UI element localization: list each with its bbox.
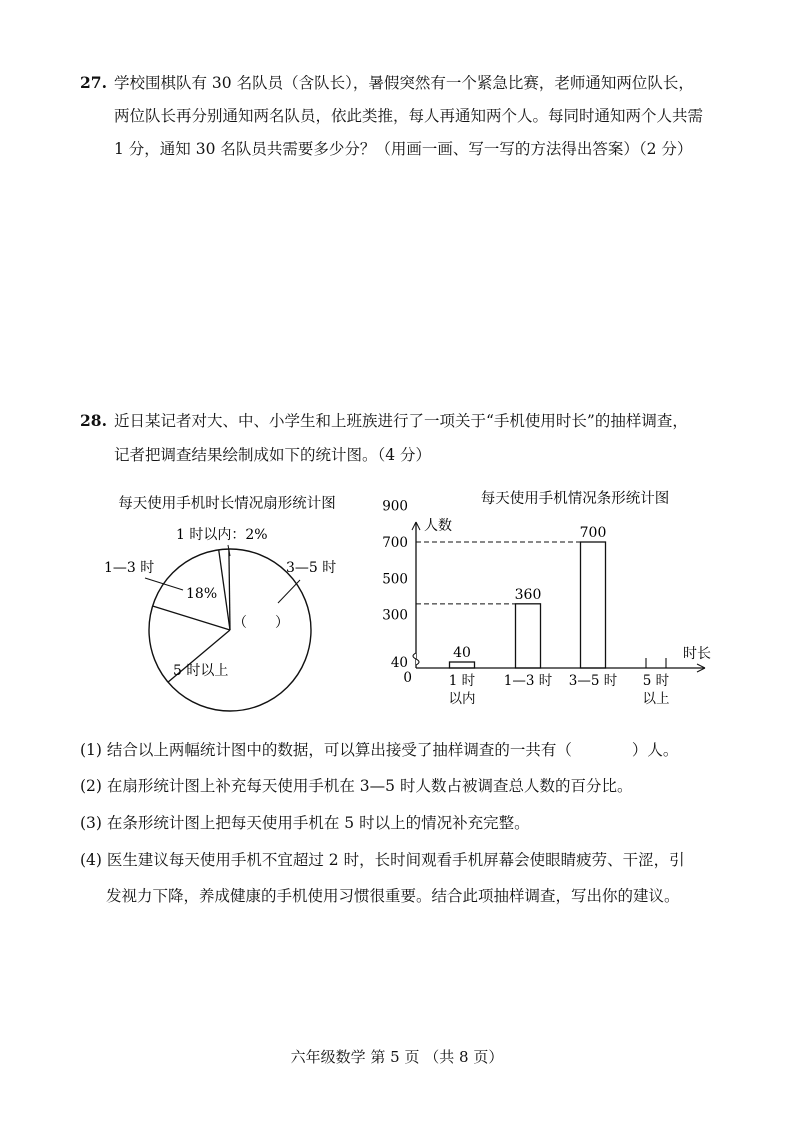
subquestion-1 [80,738,678,760]
bar [581,542,606,668]
pie-radius-line [229,549,230,630]
x-tick-label: 1—3 时 [503,673,553,689]
y-axis-label: 人数 [424,518,452,534]
question-text-line: 1 分，通知 30 名队员共需要多少分？（用画一画、写一写的方法得出答案）（2 分） [114,140,693,158]
pie-chart [80,488,400,718]
pie-label-over5: 5 时以上 [173,663,229,679]
subquestion-3: (3) 在条形统计图上把每天使用手机在 5 时以上的情况补充完整。 [80,814,530,832]
bar-value-label: 360 [514,586,542,603]
subquestion-2: (2) 在扇形统计图上补充每天使用手机在 3—5 时人数占被调查总人数的百分比。 [80,777,633,795]
question-text-line: 两位队长再分别通知两名队员，依此类推，每人再通知两个人。每同时通知两个人共需 [114,107,704,125]
pie-leader-line [278,580,300,603]
pie-chart-title: 每天使用手机时长情况扇形统计图 [118,496,336,512]
pie-label-one-three-pct: 18% [186,586,218,602]
y-tick-label: 700 [382,535,408,551]
bar [450,662,475,668]
bar-value-label: 40 [453,645,471,661]
pie-label-three-five: 3—5 时 [286,560,337,576]
question-text-line: 记者把调查结果绘制成如下的统计图。（4 分） [114,446,432,464]
page-footer: 六年级数学 第 5 页 （共 8 页） [290,1048,504,1066]
x-tick-label: 以上 [642,691,670,707]
question-text-line: 学校围棋队有 30 名队员（含队长），暑假突然有一个紧急比赛，老师通知两位队长， [114,74,694,92]
pie-label-three-five-blank: （ ） [233,615,289,631]
bar-chart-title: 每天使用手机情况条形统计图 [480,491,670,507]
pie-leader-line [145,578,183,590]
pie-label-within1: 1 时以内：2% [176,527,268,543]
bar [516,604,541,668]
x-tick-label: 1 时 [448,673,476,689]
y-tick-label: 900 [382,498,408,515]
y-tick-label: 40 [390,655,408,671]
bar-chart [375,484,721,720]
x-tick-label: 3—5 时 [568,673,618,689]
y-tick-label: 300 [382,607,408,624]
y-tick-label: 0 [403,670,412,686]
subquestion-1-text-end: ）人。 [631,741,679,759]
subquestion-1-text: (1) 结合以上两幅统计图中的数据，可以算出接受了抽样调查的一共有（ [80,741,572,759]
question-number: 28. [80,411,107,430]
pie-label-one-three: 1—3 时 [104,560,155,576]
pie-radius-line [219,550,230,630]
axis-break [413,653,419,665]
subquestion-4-line1: (4) 医生建议每天使用手机不宜超过 2 时，长时间观看手机屏幕会使眼睛疲劳、干涩，引 [80,851,685,869]
subquestion-4-line2: 发视力下降，养成健康的手机使用习惯很重要。结合此项抽样调查，写出你的建议。 [106,887,680,905]
pie-radius-line [153,606,230,630]
x-tick-label: 以内 [448,691,476,707]
question-number: 27. [80,73,107,92]
x-tick-label: 5 时 [642,673,670,689]
bar-value-label: 700 [579,525,607,541]
x-axis-label: 时长 [683,646,711,662]
question-text-line: 近日某记者对大、中、小学生和上班族进行了一项关于“手机使用时长”的抽样调查， [114,412,688,430]
y-tick-label: 500 [382,571,408,588]
